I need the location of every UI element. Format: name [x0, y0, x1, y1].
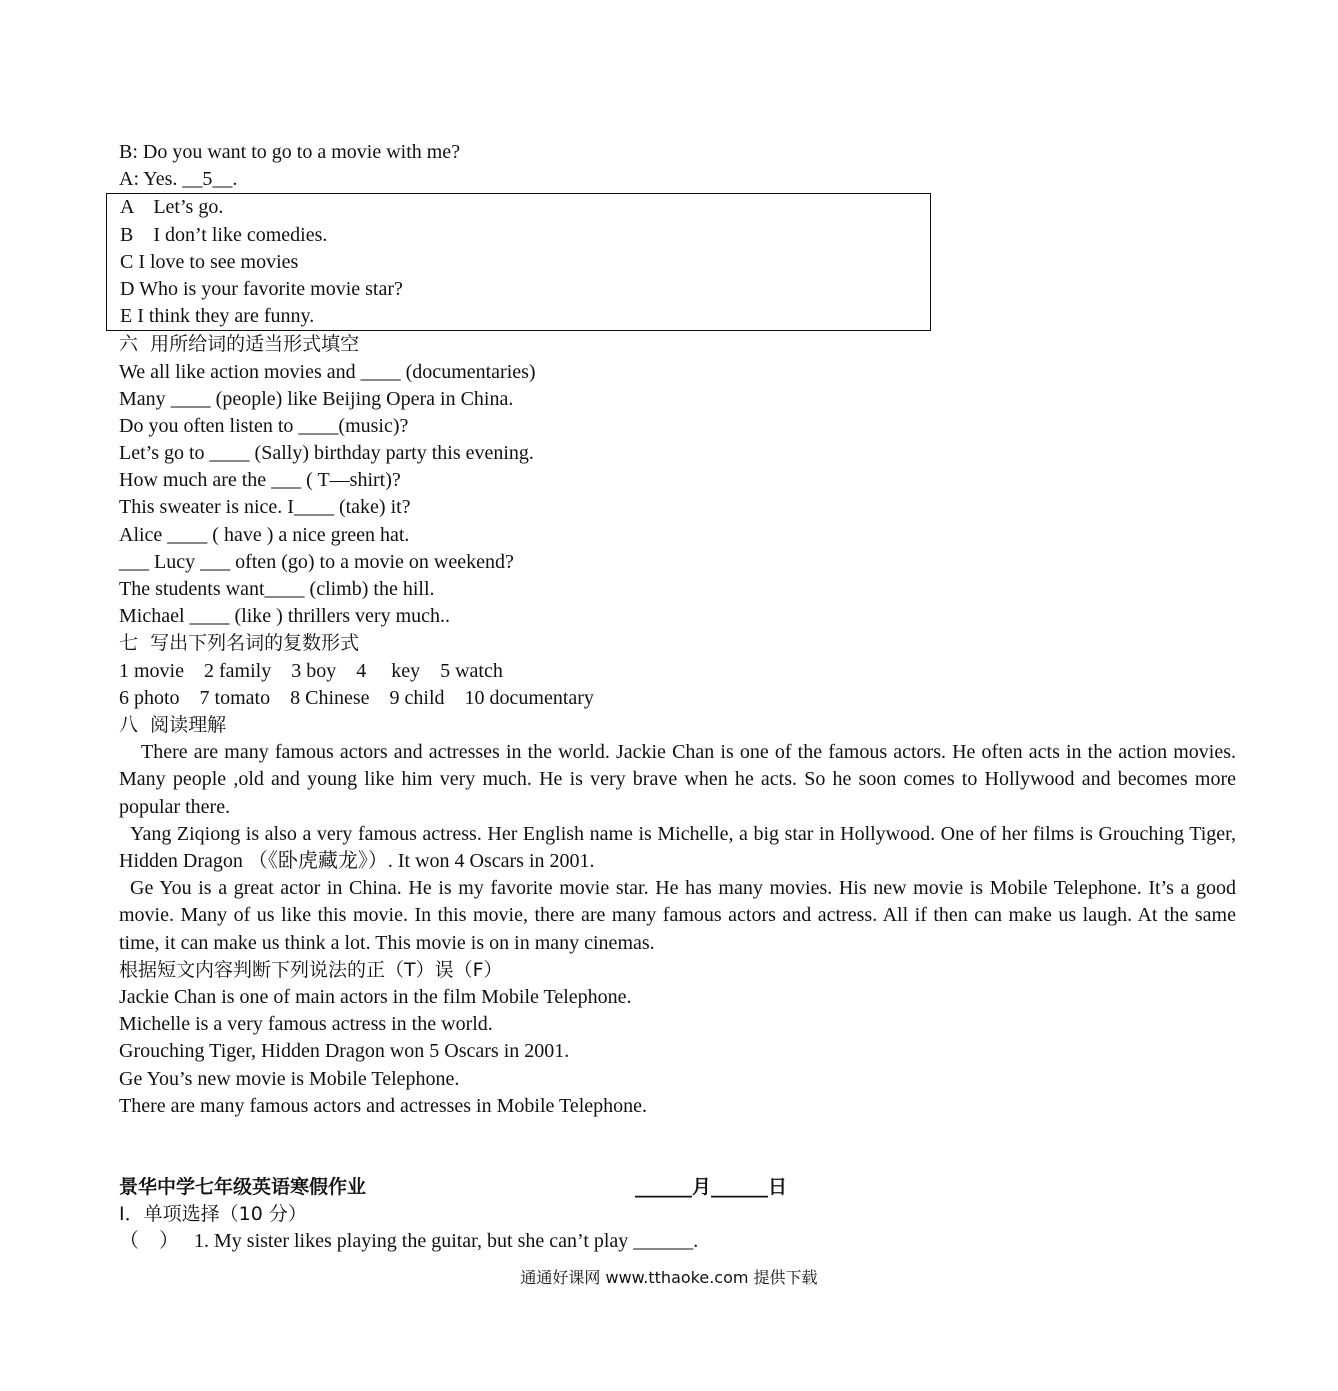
homework-title: 景华中学七年级英语寒假作业 — [119, 1175, 367, 1198]
option-b: B I don’t like comedies. — [120, 223, 328, 246]
true-false-heading: 根据短文内容判断下列说法的正（T）误（F） — [119, 958, 503, 981]
section8-heading: 八 阅读理解 — [119, 713, 227, 736]
section6-item: Michael ____ (like ) thrillers very much.. — [119, 605, 451, 628]
section6-item: Alice ____ ( have ) a nice green hat. — [119, 523, 410, 546]
option-d: D Who is your favorite movie star? — [120, 277, 403, 300]
option-a: A Let’s go. — [120, 196, 224, 219]
section7-heading: 七 写出下列名词的复数形式 — [119, 632, 360, 655]
question-1: （ ） 1. My sister likes playing the guitar, but she can’t play ______. — [119, 1230, 699, 1253]
section-gap — [119, 1120, 1236, 1174]
multiple-choice-heading: Ⅰ．单项选择（10 分） — [119, 1203, 307, 1226]
reading-paragraph: There are many famous actors and actresses in the world. Jackie Chan is one of the famous actors. He often acts in the action movies. Many people ,old and young like him very much. He is very brave when he acts. So he soon comes to Hollywood and becomes more popular there. — [119, 741, 1236, 818]
section6-item: ___ Lucy ___ often (go) to a movie on weekend? — [119, 550, 514, 573]
reading-paragraph: Ge You is a great actor in China. He is my favorite movie star. He has many movies. His new movie is Mobile Telephone. It’s a good movie. Many of us like this movie. In this movie, there are many famous actors and actress. All if then can make us laugh. At the same time, it can make us think a lot. This movie is on in many cinemas. — [119, 877, 1236, 954]
section6-item: This sweater is nice. I____ (take) it? — [119, 496, 411, 519]
reading-paragraph: Yang Ziqiong is also a very famous actress. Her English name is Michelle, a big star in Hollywood. One of her films is Grouching Tiger, Hidden Dragon （《卧虎藏龙》）. It won 4 Oscars in 2001. — [119, 822, 1236, 872]
true-false-item: Ge You’s new movie is Mobile Telephone. — [119, 1067, 460, 1090]
footer-credit: 通通好课网 www.tthaoke.com 提供下载 — [520, 1268, 818, 1287]
section6-item: We all like action movies and ____ (documentaries) — [119, 360, 536, 383]
dialogue-line-b: B: Do you want to go to a movie with me? — [119, 141, 461, 163]
true-false-item: Jackie Chan is one of main actors in the film Mobile Telephone. — [119, 985, 632, 1008]
true-false-item: There are many famous actors and actresses in Mobile Telephone. — [119, 1094, 648, 1117]
answer-options-box — [106, 193, 931, 331]
option-e: E I think they are funny. — [120, 305, 315, 328]
section6-item: Do you often listen to ____(music)? — [119, 414, 409, 437]
date-field: ______月______日 — [635, 1175, 788, 1198]
section6-item: Many ____ (people) like Beijing Opera in China. — [119, 387, 514, 410]
document-page — [119, 139, 1236, 1255]
section6-item: Let’s go to ____ (Sally) birthday party this evening. — [119, 442, 534, 465]
section6-item: How much are the ___ ( T—shirt)? — [119, 469, 401, 492]
option-c: C I love to see movies — [120, 250, 299, 273]
homework-title-row — [119, 1174, 1236, 1201]
section7-row1: 1 movie 2 family 3 boy 4 key 5 watch — [119, 659, 503, 682]
true-false-item: Grouching Tiger, Hidden Dragon won 5 Oscars in 2001. — [119, 1040, 570, 1063]
section6-heading: 六 用所给词的适当形式填空 — [119, 333, 360, 356]
dialogue-line-a: A: Yes. __5__. — [119, 168, 238, 191]
true-false-item: Michelle is a very famous actress in the world. — [119, 1013, 493, 1036]
section6-item: The students want____ (climb) the hill. — [119, 578, 435, 600]
section7-row2: 6 photo 7 tomato 8 Chinese 9 child 10 documentary — [119, 686, 594, 709]
